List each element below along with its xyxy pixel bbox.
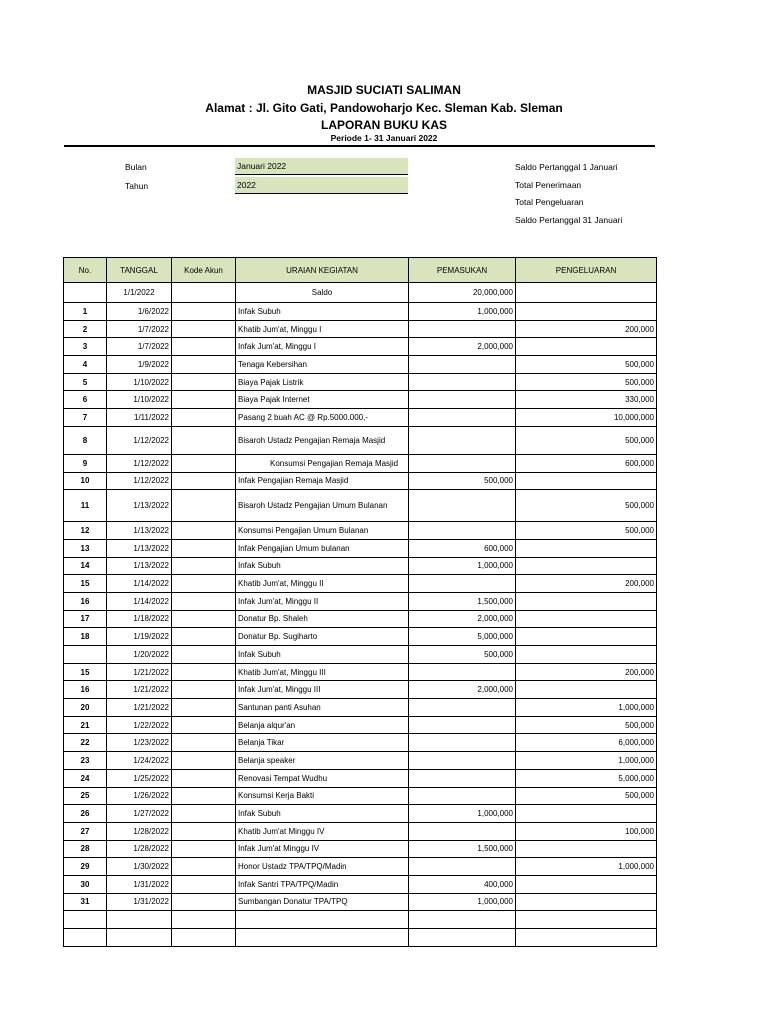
cell-tanggal <box>107 911 172 929</box>
cell-pengeluaran: 500,000 <box>516 490 657 522</box>
table-row <box>64 911 657 929</box>
cell-tanggal: 1/14/2022 <box>107 575 172 593</box>
cell-uraian <box>236 911 409 929</box>
table-row <box>64 858 657 876</box>
cell-kode-akun <box>172 283 236 303</box>
cell-uraian: Infak Pengajian Remaja Masjid <box>236 472 409 490</box>
cell-kode-akun <box>172 734 236 752</box>
cell-pemasukan: 400,000 <box>409 875 516 893</box>
cell-pemasukan: 2,000,000 <box>409 610 516 628</box>
cell-kode-akun <box>172 929 236 947</box>
cell-kode-akun <box>172 557 236 575</box>
cell-kode-akun <box>172 522 236 540</box>
cell-pengeluaran <box>516 911 657 929</box>
cell-tanggal: 1/22/2022 <box>107 716 172 734</box>
cell-pengeluaran: 500,000 <box>516 373 657 391</box>
table-row <box>64 787 657 805</box>
cell-uraian: Belanja Tikar <box>236 734 409 752</box>
bulan-label: Bulan <box>125 162 147 172</box>
cell-no: 29 <box>64 858 107 876</box>
cell-pengeluaran: 1,000,000 <box>516 752 657 770</box>
cell-pengeluaran <box>516 472 657 490</box>
cell-uraian: Donatur Bp. Shaleh <box>236 610 409 628</box>
cell-uraian: Honor Ustadz TPA/TPQ/Madin <box>236 858 409 876</box>
cell-uraian: Khatib Jum'at, Minggu III <box>236 663 409 681</box>
cell-kode-akun <box>172 699 236 717</box>
tahun-label: Tahun <box>125 181 149 191</box>
total-penerimaan-label: Total Penerimaan <box>515 180 582 190</box>
cell-uraian: Infak Santri TPA/TPQ/Madin <box>236 875 409 893</box>
cell-no: 31 <box>64 893 107 911</box>
cell-tanggal: 1/6/2022 <box>107 303 172 321</box>
cell-pemasukan: 20,000,000 <box>409 283 516 303</box>
col-header-tanggal: TANGGAL <box>107 258 172 283</box>
org-address: Alamat : Jl. Gito Gati, Pandowoharjo Kec. Sleman Kab. Sleman <box>205 101 563 115</box>
table-row <box>64 426 657 454</box>
cell-pemasukan: 500,000 <box>409 472 516 490</box>
cell-pemasukan <box>409 373 516 391</box>
cell-no: 3 <box>64 338 107 356</box>
cell-pemasukan <box>409 769 516 787</box>
cell-pengeluaran <box>516 539 657 557</box>
cell-no: 24 <box>64 769 107 787</box>
cell-pemasukan: 1,000,000 <box>409 303 516 321</box>
table-row <box>64 893 657 911</box>
table-row <box>64 752 657 770</box>
cell-pengeluaran: 500,000 <box>516 356 657 374</box>
cell-tanggal: 1/10/2022 <box>107 391 172 409</box>
cell-pemasukan: 1,500,000 <box>409 592 516 610</box>
table-row <box>64 283 657 303</box>
cell-pemasukan <box>409 454 516 472</box>
cell-tanggal: 1/1/2022 <box>107 283 172 303</box>
cell-pengeluaran <box>516 681 657 699</box>
cell-no: 6 <box>64 391 107 409</box>
cell-pengeluaran <box>516 592 657 610</box>
cell-pengeluaran: 200,000 <box>516 320 657 338</box>
cell-kode-akun <box>172 539 236 557</box>
cell-no: 21 <box>64 716 107 734</box>
saldo-akhir-label: Saldo Pertanggal 31 Januari <box>515 215 623 225</box>
cell-uraian: Infak Pengajian Umum bulanan <box>236 539 409 557</box>
cell-uraian: Infak Jum'at, Minggu III <box>236 681 409 699</box>
table-header-row <box>64 258 657 283</box>
cell-no <box>64 283 107 303</box>
cell-pemasukan <box>409 911 516 929</box>
cell-tanggal: 1/30/2022 <box>107 858 172 876</box>
table-row <box>64 663 657 681</box>
cell-no: 5 <box>64 373 107 391</box>
col-header-no: No. <box>64 258 107 283</box>
cell-uraian: Infak Jum'at, Minggu I <box>236 338 409 356</box>
table-row <box>64 734 657 752</box>
cell-pemasukan <box>409 822 516 840</box>
cell-no: 27 <box>64 822 107 840</box>
cell-pemasukan: 600,000 <box>409 539 516 557</box>
cell-pemasukan <box>409 575 516 593</box>
cell-tanggal: 1/25/2022 <box>107 769 172 787</box>
table-row <box>64 875 657 893</box>
cell-pengeluaran: 330,000 <box>516 391 657 409</box>
cell-no: 2 <box>64 320 107 338</box>
cell-kode-akun <box>172 373 236 391</box>
cell-kode-akun <box>172 409 236 427</box>
cell-tanggal: 1/31/2022 <box>107 875 172 893</box>
cell-tanggal: 1/27/2022 <box>107 805 172 823</box>
cell-pemasukan <box>409 522 516 540</box>
cell-pemasukan <box>409 716 516 734</box>
cell-pengeluaran: 500,000 <box>516 716 657 734</box>
cell-uraian: Bisaroh Ustadz Pengajian Umum Bulanan <box>236 490 409 522</box>
cell-no: 4 <box>64 356 107 374</box>
cell-no: 26 <box>64 805 107 823</box>
cell-kode-akun <box>172 805 236 823</box>
cell-uraian: Biaya Pajak Internet <box>236 391 409 409</box>
cell-pemasukan <box>409 663 516 681</box>
cell-no: 16 <box>64 592 107 610</box>
cell-kode-akun <box>172 454 236 472</box>
table-row <box>64 628 657 646</box>
table-row <box>64 929 657 947</box>
cell-pemasukan <box>409 409 516 427</box>
cell-pengeluaran: 200,000 <box>516 663 657 681</box>
table-row <box>64 303 657 321</box>
cell-pengeluaran: 500,000 <box>516 426 657 454</box>
cell-no: 11 <box>64 490 107 522</box>
cell-kode-akun <box>172 320 236 338</box>
cell-tanggal: 1/12/2022 <box>107 472 172 490</box>
cell-tanggal: 1/28/2022 <box>107 822 172 840</box>
table-row <box>64 320 657 338</box>
cell-pemasukan <box>409 752 516 770</box>
cash-book-table <box>63 257 657 947</box>
cell-no: 15 <box>64 575 107 593</box>
cell-kode-akun <box>172 490 236 522</box>
cell-uraian: Bisaroh Ustadz Pengajian Remaja Masjid <box>236 426 409 454</box>
cell-kode-akun <box>172 716 236 734</box>
cell-tanggal: 1/13/2022 <box>107 539 172 557</box>
cell-kode-akun <box>172 338 236 356</box>
cell-pemasukan: 1,000,000 <box>409 805 516 823</box>
cell-uraian: Infak Subuh <box>236 646 409 664</box>
cell-uraian: Infak Subuh <box>236 557 409 575</box>
table-row <box>64 575 657 593</box>
cell-tanggal: 1/21/2022 <box>107 681 172 699</box>
cell-pemasukan <box>409 699 516 717</box>
cell-tanggal: 1/12/2022 <box>107 454 172 472</box>
cell-pemasukan <box>409 787 516 805</box>
cell-tanggal: 1/11/2022 <box>107 409 172 427</box>
cell-pemasukan: 1,000,000 <box>409 557 516 575</box>
cell-pemasukan <box>409 929 516 947</box>
cell-pemasukan <box>409 734 516 752</box>
cell-tanggal: 1/23/2022 <box>107 734 172 752</box>
cell-tanggal: 1/26/2022 <box>107 787 172 805</box>
cell-no: 7 <box>64 409 107 427</box>
cell-uraian: Biaya Pajak Listrik <box>236 373 409 391</box>
cell-no: 8 <box>64 426 107 454</box>
cell-uraian: Konsumsi Pengajian Umum Bulanan <box>236 522 409 540</box>
cell-no: 1 <box>64 303 107 321</box>
bulan-value[interactable]: Januari 2022 <box>235 158 408 175</box>
cell-no: 23 <box>64 752 107 770</box>
cell-pemasukan: 5,000,000 <box>409 628 516 646</box>
cell-uraian <box>236 929 409 947</box>
cell-uraian: Tenaga Kebersihan <box>236 356 409 374</box>
cell-tanggal: 1/20/2022 <box>107 646 172 664</box>
cell-uraian: Donatur Bp. Sugiharto <box>236 628 409 646</box>
col-header-pengeluaran: PENGELUARAN <box>516 258 657 283</box>
cell-kode-akun <box>172 610 236 628</box>
table-row <box>64 716 657 734</box>
cell-tanggal: 1/13/2022 <box>107 557 172 575</box>
cell-uraian: Konsumsi Pengajian Remaja Masjid <box>236 454 409 472</box>
table-row <box>64 522 657 540</box>
col-header-pemasukan: PEMASUKAN <box>409 258 516 283</box>
table-row <box>64 490 657 522</box>
cell-kode-akun <box>172 628 236 646</box>
saldo-awal-label: Saldo Pertanggal 1 Januari <box>515 162 618 172</box>
table-row <box>64 840 657 858</box>
cell-no: 30 <box>64 875 107 893</box>
cell-tanggal: 1/7/2022 <box>107 338 172 356</box>
cell-pengeluaran <box>516 628 657 646</box>
cell-kode-akun <box>172 875 236 893</box>
cell-pengeluaran <box>516 610 657 628</box>
cell-tanggal: 1/14/2022 <box>107 592 172 610</box>
cell-no: 15 <box>64 663 107 681</box>
cell-kode-akun <box>172 787 236 805</box>
cell-uraian: Saldo <box>236 283 409 303</box>
table-row <box>64 409 657 427</box>
cell-no: 16 <box>64 681 107 699</box>
cell-pengeluaran <box>516 303 657 321</box>
cell-pengeluaran: 10,000,000 <box>516 409 657 427</box>
cell-tanggal <box>107 929 172 947</box>
cell-pengeluaran <box>516 283 657 303</box>
col-header-kode-akun: Kode Akun <box>172 258 236 283</box>
cell-uraian: Santunan panti Asuhan <box>236 699 409 717</box>
header-divider <box>64 145 655 147</box>
cell-no: 9 <box>64 454 107 472</box>
cell-tanggal: 1/21/2022 <box>107 663 172 681</box>
cell-no: 20 <box>64 699 107 717</box>
cell-uraian: Khatib Jum'at Minggu IV <box>236 822 409 840</box>
cell-tanggal: 1/24/2022 <box>107 752 172 770</box>
cell-kode-akun <box>172 592 236 610</box>
cell-tanggal: 1/19/2022 <box>107 628 172 646</box>
org-name: MASJID SUCIATI SALIMAN <box>307 83 461 97</box>
cell-kode-akun <box>172 893 236 911</box>
cell-pemasukan <box>409 391 516 409</box>
cell-kode-akun <box>172 752 236 770</box>
cell-tanggal: 1/13/2022 <box>107 490 172 522</box>
cell-tanggal: 1/9/2022 <box>107 356 172 374</box>
table-row <box>64 592 657 610</box>
table-row <box>64 454 657 472</box>
cell-pengeluaran <box>516 338 657 356</box>
cell-pengeluaran: 6,000,000 <box>516 734 657 752</box>
cell-uraian: Infak Jum'at Minggu IV <box>236 840 409 858</box>
cell-pengeluaran <box>516 805 657 823</box>
table-row <box>64 472 657 490</box>
cell-pemasukan <box>409 356 516 374</box>
cell-kode-akun <box>172 575 236 593</box>
cell-pemasukan: 2,000,000 <box>409 681 516 699</box>
cell-pengeluaran <box>516 893 657 911</box>
cell-pemasukan <box>409 320 516 338</box>
tahun-value[interactable]: 2022 <box>235 177 408 194</box>
table-row <box>64 610 657 628</box>
cell-uraian: Infak Jum'at, Minggu II <box>236 592 409 610</box>
cell-no: 18 <box>64 628 107 646</box>
table-row <box>64 338 657 356</box>
cell-pengeluaran: 1,000,000 <box>516 699 657 717</box>
table-row <box>64 557 657 575</box>
cell-uraian: Sumbangan Donatur TPA/TPQ <box>236 893 409 911</box>
cell-pemasukan <box>409 858 516 876</box>
cell-uraian: Khatib Jum'at, Minggu I <box>236 320 409 338</box>
table-row <box>64 646 657 664</box>
cell-no: 10 <box>64 472 107 490</box>
cell-kode-akun <box>172 391 236 409</box>
cell-pengeluaran: 1,000,000 <box>516 858 657 876</box>
cell-pemasukan <box>409 426 516 454</box>
cell-kode-akun <box>172 822 236 840</box>
cell-no: 14 <box>64 557 107 575</box>
cell-no: 28 <box>64 840 107 858</box>
cell-tanggal: 1/12/2022 <box>107 426 172 454</box>
cell-pemasukan: 1,500,000 <box>409 840 516 858</box>
cell-uraian: Infak Subuh <box>236 303 409 321</box>
cell-pengeluaran <box>516 557 657 575</box>
total-pengeluaran-label: Total Pengeluaran <box>515 197 584 207</box>
cell-uraian: Konsumsi Kerja Bakti <box>236 787 409 805</box>
cell-tanggal: 1/28/2022 <box>107 840 172 858</box>
cell-uraian: Pasang 2 buah AC @ Rp.5000.000,- <box>236 409 409 427</box>
cell-kode-akun <box>172 646 236 664</box>
report-period: Periode 1- 31 Januari 2022 <box>330 133 438 143</box>
cell-kode-akun <box>172 303 236 321</box>
cell-pemasukan: 2,000,000 <box>409 338 516 356</box>
cell-no: 17 <box>64 610 107 628</box>
cell-no: 25 <box>64 787 107 805</box>
cell-pengeluaran <box>516 646 657 664</box>
cell-kode-akun <box>172 663 236 681</box>
cell-pengeluaran: 200,000 <box>516 575 657 593</box>
cell-kode-akun <box>172 681 236 699</box>
cell-pemasukan: 1,000,000 <box>409 893 516 911</box>
table-row <box>64 391 657 409</box>
cell-tanggal: 1/13/2022 <box>107 522 172 540</box>
cell-pengeluaran: 100,000 <box>516 822 657 840</box>
col-header-uraian: URAIAN KEGIATAN <box>236 258 409 283</box>
cell-pengeluaran <box>516 929 657 947</box>
cell-kode-akun <box>172 426 236 454</box>
report-title: LAPORAN BUKU KAS <box>321 118 447 132</box>
cell-pemasukan <box>409 490 516 522</box>
cell-pengeluaran: 500,000 <box>516 787 657 805</box>
table-row <box>64 356 657 374</box>
cell-pengeluaran <box>516 875 657 893</box>
cell-kode-akun <box>172 911 236 929</box>
cell-pengeluaran <box>516 840 657 858</box>
cell-no: 12 <box>64 522 107 540</box>
table-row <box>64 805 657 823</box>
cell-uraian: Renovasi Tempat Wudhu <box>236 769 409 787</box>
cell-no <box>64 929 107 947</box>
cell-kode-akun <box>172 356 236 374</box>
cell-uraian: Belanja speaker <box>236 752 409 770</box>
cell-kode-akun <box>172 769 236 787</box>
table-row <box>64 822 657 840</box>
cell-kode-akun <box>172 840 236 858</box>
cell-tanggal: 1/18/2022 <box>107 610 172 628</box>
cell-uraian: Khatib Jum'at, Minggu II <box>236 575 409 593</box>
cell-kode-akun <box>172 858 236 876</box>
cell-pemasukan: 500,000 <box>409 646 516 664</box>
cell-pengeluaran: 5,000,000 <box>516 769 657 787</box>
cell-uraian: Infak Subuh <box>236 805 409 823</box>
cell-tanggal: 1/7/2022 <box>107 320 172 338</box>
cell-kode-akun <box>172 472 236 490</box>
table-row <box>64 699 657 717</box>
cell-tanggal: 1/31/2022 <box>107 893 172 911</box>
cell-tanggal: 1/21/2022 <box>107 699 172 717</box>
cell-pengeluaran: 600,000 <box>516 454 657 472</box>
cell-no: 22 <box>64 734 107 752</box>
cell-uraian: Belanja alqur'an <box>236 716 409 734</box>
cell-tanggal: 1/10/2022 <box>107 373 172 391</box>
cell-no: 13 <box>64 539 107 557</box>
cell-no <box>64 646 107 664</box>
table-row <box>64 539 657 557</box>
table-row <box>64 681 657 699</box>
table-row <box>64 769 657 787</box>
cell-pengeluaran: 500,000 <box>516 522 657 540</box>
cell-no <box>64 911 107 929</box>
table-row <box>64 373 657 391</box>
